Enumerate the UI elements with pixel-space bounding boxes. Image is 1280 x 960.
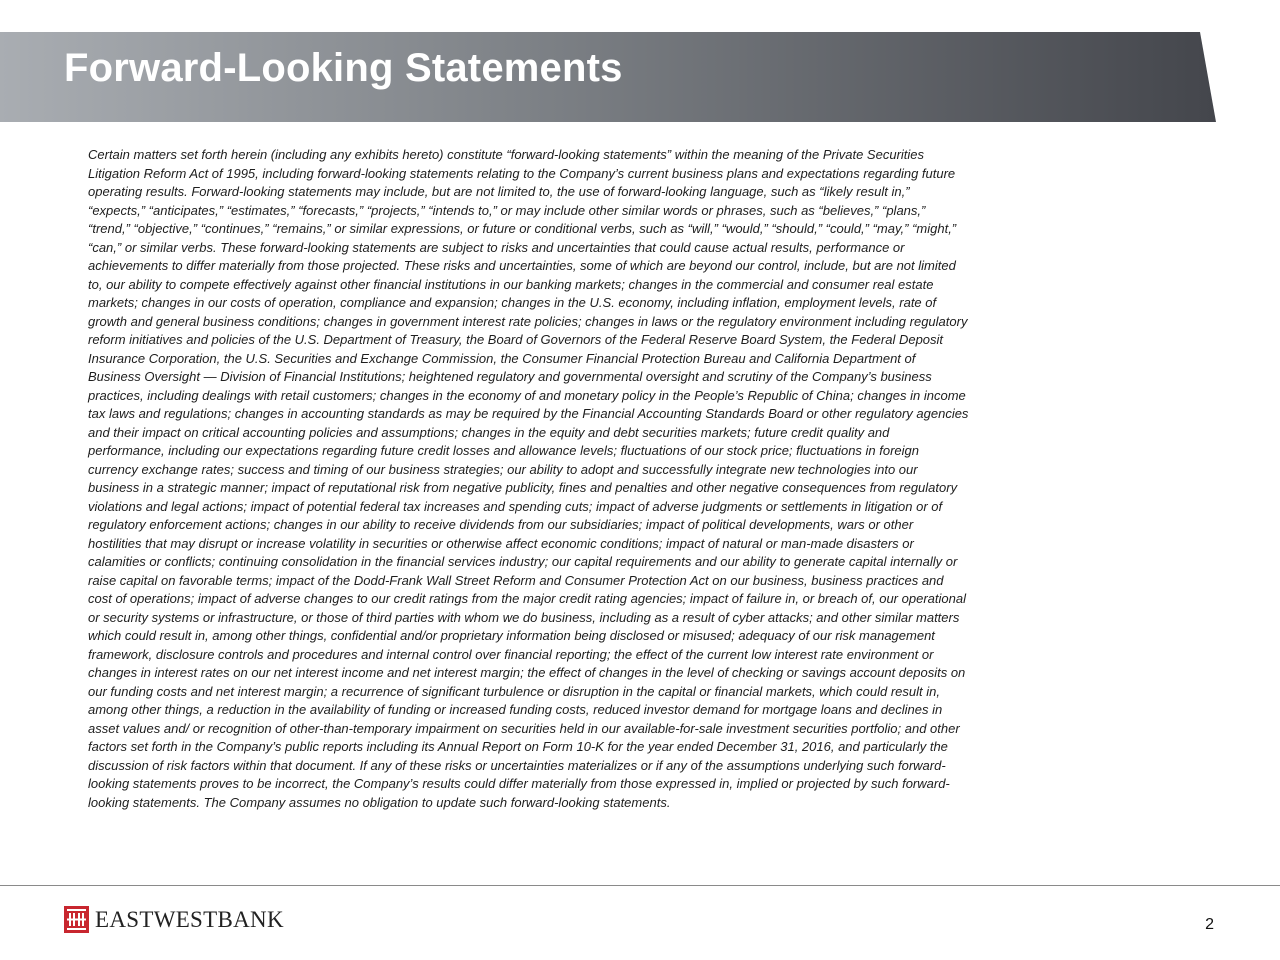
body-line: “can,” or similar verbs. These forward-looking statements are subject to risks and uncertainties that could cause actual results, performance or	[88, 239, 905, 255]
body-line: achievements to differ materially from those projected. These risks and uncertainties, some of which are beyond our control, include, but are not limited	[88, 258, 956, 273]
body-line: “expects,” “anticipates,” “estimates,” “forecasts,” “projects,” “intends to,” or may include other similar words or phrases, such as “believes,” “plans,”	[88, 202, 926, 218]
title-bar	[0, 32, 1280, 122]
body-line: to, our ability to compete effectively against other financial institutions in our banking markets; changes in the commercial and consumer real estate	[88, 276, 934, 292]
body-line: practices, including dealings with retail customers; changes in the economy of and monetary policy in the People’s Republic of China; changes in income	[88, 387, 966, 403]
body-line: violations and legal actions; impact of potential federal tax increases and spending cuts; impact of adverse judgments or settlements in litigation or of	[88, 498, 943, 514]
body-line: hostilities that may disrupt or increase volatility in securities or otherwise affect economic conditions; impact of natural or man-made disasters or	[88, 535, 914, 551]
body-line: Insurance Corporation, the U.S. Securities and Exchange Commission, the Consumer Financial Protection Bureau and California Department of	[88, 350, 916, 366]
body-line: among other things, a reduction in the availability of funding or increased funding costs, reduced investor demand for mortgage loans and declines in	[88, 702, 943, 717]
body-line: framework, disclosure controls and procedures and internal control over financial reporting; the effect of the current low interest rate environment or	[88, 646, 934, 662]
body-line: discussion of risk factors within that document. If any of these risks or uncertainties materializes or if any of the assumptions underlying such forward-	[88, 757, 946, 773]
body-line: which could result in, among other things, confidential and/or proprietary information being disclosed or misused; adequacy of our risk management	[88, 628, 935, 643]
body-line: markets; changes in our costs of operation, compliance and expansion; changes in the U.S. economy, including inflation, employment levels, rate of	[88, 295, 937, 310]
disclaimer-body	[88, 146, 1188, 812]
body-line: changes in interest rates on our net interest income and net interest margin; the effect of changes in the level of checking or savings account deposits on	[88, 665, 966, 680]
body-line: asset values and/ or recognition of other-than-temporary impairment on securities held in our available-for-sale investment securities portfolio; and other	[88, 720, 960, 736]
body-line: business in a strategic manner; impact of reputational risk from negative publicity, fines and penalties and other negative consequences from regulatory	[88, 480, 958, 495]
body-line: Litigation Reform Act of 1995, including forward-looking statements relating to the Company’s current business plans and expectations regarding future	[88, 165, 956, 181]
body-line: and their impact on critical accounting policies and assumptions; changes in the equity and debt securities markets; future credit quality and	[88, 424, 890, 440]
page-number: 2	[1205, 916, 1214, 933]
body-line: our funding costs and net interest margin; a recurrence of significant turbulence or disruption in the capital or financial markets, which could result in,	[88, 683, 940, 699]
body-line: operating results. Forward-looking statements may include, but are not limited to, the use of forward-looking language, such as “likely result in,”	[88, 184, 910, 199]
body-line: calamities or conflicts; continuing consolidation in the financial services industry; our capital requirements and our ability to generate capital internally or	[88, 554, 958, 569]
body-line: raise capital on favorable terms; impact of the Dodd-Frank Wall Street Reform and Consumer Protection Act on our business, business practices and	[88, 572, 944, 588]
body-line: factors set forth in the Company’s public reports including its Annual Report on Form 10-K for the year ended December 31, 2016, and particularly the	[88, 739, 948, 754]
body-line: Certain matters set forth herein (including any exhibits hereto) constitute “forward-looking statements” within the meaning of the Private Securities	[88, 147, 925, 162]
page-title: Forward-Looking Statements	[64, 46, 623, 90]
footer-divider	[0, 885, 1280, 886]
body-line: reform initiatives and policies of the U.S. Department of Treasury, the Board of Governors of the Federal Reserve Board System, the Federal Deposit	[88, 332, 944, 347]
body-line: looking statements proves to be incorrect, the Company’s results could differ materially from those expressed in, implied or projected by such forward-	[88, 776, 950, 791]
body-line: growth and general business conditions; changes in government interest rate policies; changes in laws or the regulatory environment including regulatory	[88, 313, 968, 329]
body-line: currency exchange rates; success and timing of our business strategies; our ability to adopt and successfully integrate new technologies into our	[88, 461, 918, 477]
body-line: looking statements. The Company assumes no obligation to update such forward-looking statements.	[88, 794, 671, 810]
body-line: performance, including our expectations regarding future credit losses and allowance levels; fluctuations of our stock price; fluctuations in foreign	[88, 443, 920, 458]
body-line: “trend,” “objective,” “continues,” “remains,” or similar expressions, or future or conditional verbs, such as “will,” “would,” “should,” “could,” “may,” “might,”	[88, 221, 957, 236]
body-line: regulatory enforcement actions; changes in our ability to receive dividends from our subsidiaries; impact of political developments, wars or other	[88, 517, 914, 532]
body-line: Business Oversight — Division of Financial Institutions; heightened regulatory and governmental oversight and scrutiny of the Company’s business	[88, 369, 932, 384]
company-logo	[64, 905, 284, 933]
logo-wordmark: EASTWESTBANK	[95, 906, 284, 932]
east-west-bank-emblem-icon	[64, 906, 89, 933]
body-line: tax laws and regulations; changes in accounting standards as may be required by the Financial Accounting Standards Board or other regulatory agencies	[88, 406, 969, 421]
body-line: or security systems or infrastructure, or those of third parties with whom we do business, including as a result of cyber attacks; and other similar matters	[88, 609, 960, 625]
body-line: cost of operations; impact of adverse changes to our credit ratings from the major credit rating agencies; impact of failure in, or breach of, our operational	[88, 591, 966, 606]
